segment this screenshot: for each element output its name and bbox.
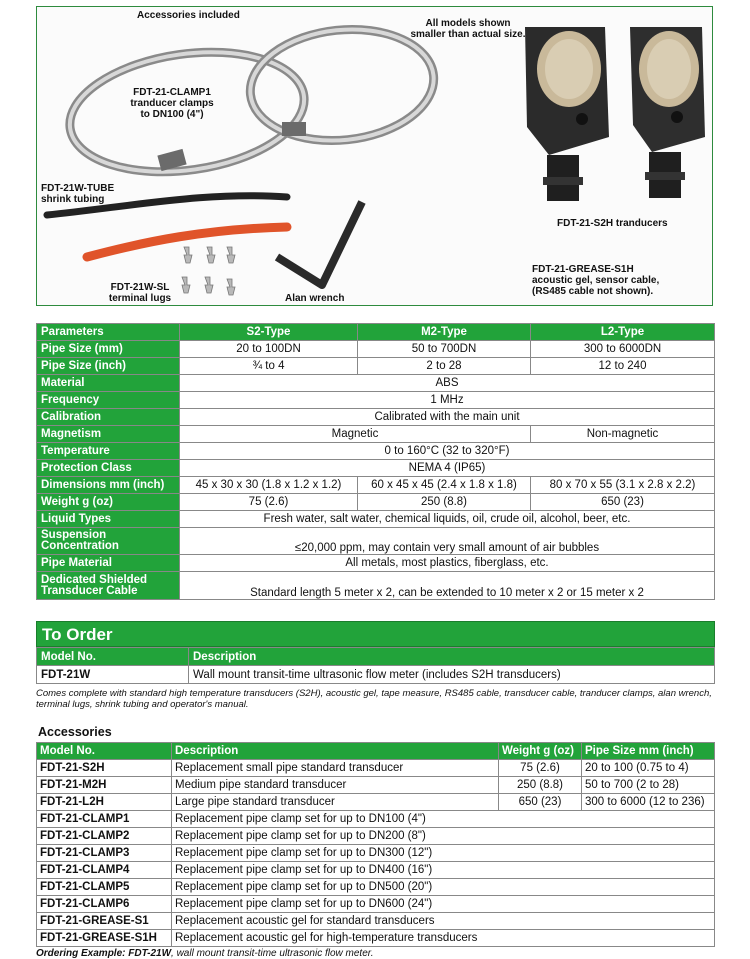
- spec-value: 60 x 45 x 45 (2.4 x 1.8 x 1.8): [358, 477, 531, 494]
- acc-header-pipe: Pipe Size mm (inch): [582, 743, 715, 760]
- spec-label: Pipe Material: [37, 555, 180, 572]
- spec-value: Magnetic: [180, 426, 531, 443]
- spec-header-s2: S2-Type: [180, 324, 358, 341]
- spec-value: 650 (23): [531, 494, 715, 511]
- acc-model: FDT-21-S2H: [37, 760, 172, 777]
- acc-model: FDT-21-CLAMP5: [37, 879, 172, 896]
- spec-value: 1 MHz: [180, 392, 715, 409]
- acc-desc: Medium pipe standard transducer: [172, 777, 499, 794]
- acc-desc: Replacement acoustic gel for high-temperature transducers: [172, 930, 715, 947]
- spec-header-l2: L2-Type: [531, 324, 715, 341]
- table-row: [37, 760, 715, 777]
- order-model: FDT-21W: [37, 666, 189, 684]
- spec-header-parameters: Parameters: [37, 324, 180, 341]
- accessories-header-row: [37, 743, 715, 760]
- spec-label: Liquid Types: [37, 511, 180, 528]
- acc-desc: Replacement pipe clamp set for up to DN200 (8"): [172, 828, 715, 845]
- table-row: [37, 913, 715, 930]
- table-row: [37, 794, 715, 811]
- to-order-title: To Order: [36, 621, 715, 647]
- acc-model: FDT-21-L2H: [37, 794, 172, 811]
- acc-model: FDT-21-CLAMP4: [37, 862, 172, 879]
- terminal-lugs: [182, 247, 235, 295]
- spec-label: Material: [37, 375, 180, 392]
- spec-row-liquid: [37, 511, 715, 528]
- spec-row-protection: [37, 460, 715, 477]
- acc-desc: Replacement pipe clamp set for up to DN300 (12"): [172, 845, 715, 862]
- acc-pipe: 20 to 100 (0.75 to 4): [582, 760, 715, 777]
- spec-label: Protection Class: [37, 460, 180, 477]
- product-photo-panel: [36, 6, 713, 306]
- acc-header-model: Model No.: [37, 743, 172, 760]
- spec-value: Non-magnetic: [531, 426, 715, 443]
- spec-row-suspension: [37, 528, 715, 555]
- acc-header-description: Description: [172, 743, 499, 760]
- spec-row-magnetism: [37, 426, 715, 443]
- spec-row-pipe-mm: [37, 341, 715, 358]
- spec-label: Calibration: [37, 409, 180, 426]
- acc-weight: 250 (8.8): [499, 777, 582, 794]
- to-order-table: [36, 647, 715, 684]
- table-row: [37, 828, 715, 845]
- acc-desc: Replacement pipe clamp set for up to DN600 (24"): [172, 896, 715, 913]
- spec-label: Pipe Size (inch): [37, 358, 180, 375]
- acc-desc: Replacement pipe clamp set for up to DN100 (4"): [172, 811, 715, 828]
- acc-model: FDT-21-CLAMP3: [37, 845, 172, 862]
- acc-desc: Replacement pipe clamp set for up to DN400 (16"): [172, 862, 715, 879]
- spec-value: 2 to 28: [358, 358, 531, 375]
- ordering-example-rest: , wall mount transit-time ultrasonic flow meter.: [171, 948, 374, 959]
- order-header-row: [37, 648, 715, 666]
- transducer-left: [525, 27, 609, 201]
- spec-value: ≤20,000 ppm, may contain very small amount of air bubbles: [180, 528, 715, 555]
- clamp-caption: FDT-21-CLAMP1 tranducer clamps to DN100 (4"): [130, 87, 214, 120]
- acc-model: FDT-21-CLAMP6: [37, 896, 172, 913]
- accessories-title: Accessories: [38, 725, 112, 739]
- table-row: [37, 896, 715, 913]
- spec-row-pipe-inch: [37, 358, 715, 375]
- scale-note-caption: All models shown smaller than actual size.: [410, 18, 526, 40]
- spec-value: ¾ to 4: [180, 358, 358, 375]
- ordering-example: [36, 948, 374, 959]
- order-row: [37, 666, 715, 684]
- spec-label: Temperature: [37, 443, 180, 460]
- spec-value: 300 to 6000DN: [531, 341, 715, 358]
- spec-label: Weight g (oz): [37, 494, 180, 511]
- acc-weight: 650 (23): [499, 794, 582, 811]
- spec-value: 12 to 240: [531, 358, 715, 375]
- spec-row-dimensions: [37, 477, 715, 494]
- spec-value: 250 (8.8): [358, 494, 531, 511]
- tube-caption: FDT-21W-TUBE shrink tubing: [41, 183, 115, 205]
- spec-value: Fresh water, salt water, chemical liquids, oil, crude oil, alcohol, beer, etc.: [180, 511, 715, 528]
- table-row: [37, 879, 715, 896]
- spec-header-row: [37, 324, 715, 341]
- spec-label: Suspension Concentration: [37, 528, 180, 555]
- spec-value: 0 to 160°C (32 to 320°F): [180, 443, 715, 460]
- acc-pipe: 300 to 6000 (12 to 236): [582, 794, 715, 811]
- spec-label: Pipe Size (mm): [37, 341, 180, 358]
- spec-value: Standard length 5 meter x 2, can be extended to 10 meter x 2 or 15 meter x 2: [180, 572, 715, 600]
- spec-table: [36, 323, 715, 600]
- spec-value: NEMA 4 (IP65): [180, 460, 715, 477]
- accessories-included-caption: Accessories included: [137, 10, 240, 21]
- spec-value: All metals, most plastics, fiberglass, etc.: [180, 555, 715, 572]
- spec-label: Dedicated Shielded Transducer Cable: [37, 572, 180, 600]
- acc-desc: Large pipe standard transducer: [172, 794, 499, 811]
- spec-label: Dimensions mm (inch): [37, 477, 180, 494]
- ordering-example-bold: Ordering Example: FDT-21W: [36, 948, 172, 959]
- spec-value: 75 (2.6): [180, 494, 358, 511]
- order-description: Wall mount transit-time ultrasonic flow meter (includes S2H transducers): [189, 666, 715, 684]
- spec-row-weight: [37, 494, 715, 511]
- acc-model: FDT-21-CLAMP1: [37, 811, 172, 828]
- spec-header-m2: M2-Type: [358, 324, 531, 341]
- acc-weight: 75 (2.6): [499, 760, 582, 777]
- spec-value: 50 to 700DN: [358, 341, 531, 358]
- table-row: [37, 777, 715, 794]
- lugs-caption: FDT-21W-SL terminal lugs: [108, 282, 172, 304]
- acc-desc: Replacement small pipe standard transducer: [172, 760, 499, 777]
- spec-row-cable: [37, 572, 715, 600]
- acc-desc: Replacement acoustic gel for standard transducers: [172, 913, 715, 930]
- wrench-caption: Alan wrench: [285, 293, 345, 304]
- spec-value: 45 x 30 x 30 (1.8 x 1.2 x 1.2): [180, 477, 358, 494]
- accessories-table: [36, 742, 715, 947]
- spec-row-pipe-material: [37, 555, 715, 572]
- spec-value: ABS: [180, 375, 715, 392]
- spec-row-material: [37, 375, 715, 392]
- order-header-model: Model No.: [37, 648, 189, 666]
- order-header-description: Description: [189, 648, 715, 666]
- acc-model: FDT-21-M2H: [37, 777, 172, 794]
- spec-label: Magnetism: [37, 426, 180, 443]
- table-row: [37, 845, 715, 862]
- spec-row-frequency: [37, 392, 715, 409]
- spec-row-calibration: [37, 409, 715, 426]
- allen-wrench: [277, 202, 362, 285]
- acc-model: FDT-21-CLAMP2: [37, 828, 172, 845]
- table-row: [37, 930, 715, 947]
- transducer-right: [630, 27, 705, 198]
- order-note: Comes complete with standard high temperature transducers (S2H), acoustic gel, tape measure, RS485 cable, transducer cable, tranducer clamps, alan wrench, terminal lugs, shrink tubing and operator's manual.: [36, 688, 712, 710]
- spec-row-temperature: [37, 443, 715, 460]
- product-illustration: [37, 7, 714, 307]
- spec-label: Frequency: [37, 392, 180, 409]
- acc-model: FDT-21-GREASE-S1H: [37, 930, 172, 947]
- transducer-caption: FDT-21-S2H tranducers: [557, 218, 668, 229]
- acc-header-weight: Weight g (oz): [499, 743, 582, 760]
- acc-model: FDT-21-GREASE-S1: [37, 913, 172, 930]
- grease-caption: FDT-21-GREASE-S1H acoustic gel, sensor cable, (RS485 cable not shown).: [532, 264, 660, 297]
- table-row: [37, 811, 715, 828]
- table-row: [37, 862, 715, 879]
- spec-value: Calibrated with the main unit: [180, 409, 715, 426]
- acc-pipe: 50 to 700 (2 to 28): [582, 777, 715, 794]
- spec-value: 80 x 70 x 55 (3.1 x 2.8 x 2.2): [531, 477, 715, 494]
- spec-value: 20 to 100DN: [180, 341, 358, 358]
- acc-desc: Replacement pipe clamp set for up to DN500 (20"): [172, 879, 715, 896]
